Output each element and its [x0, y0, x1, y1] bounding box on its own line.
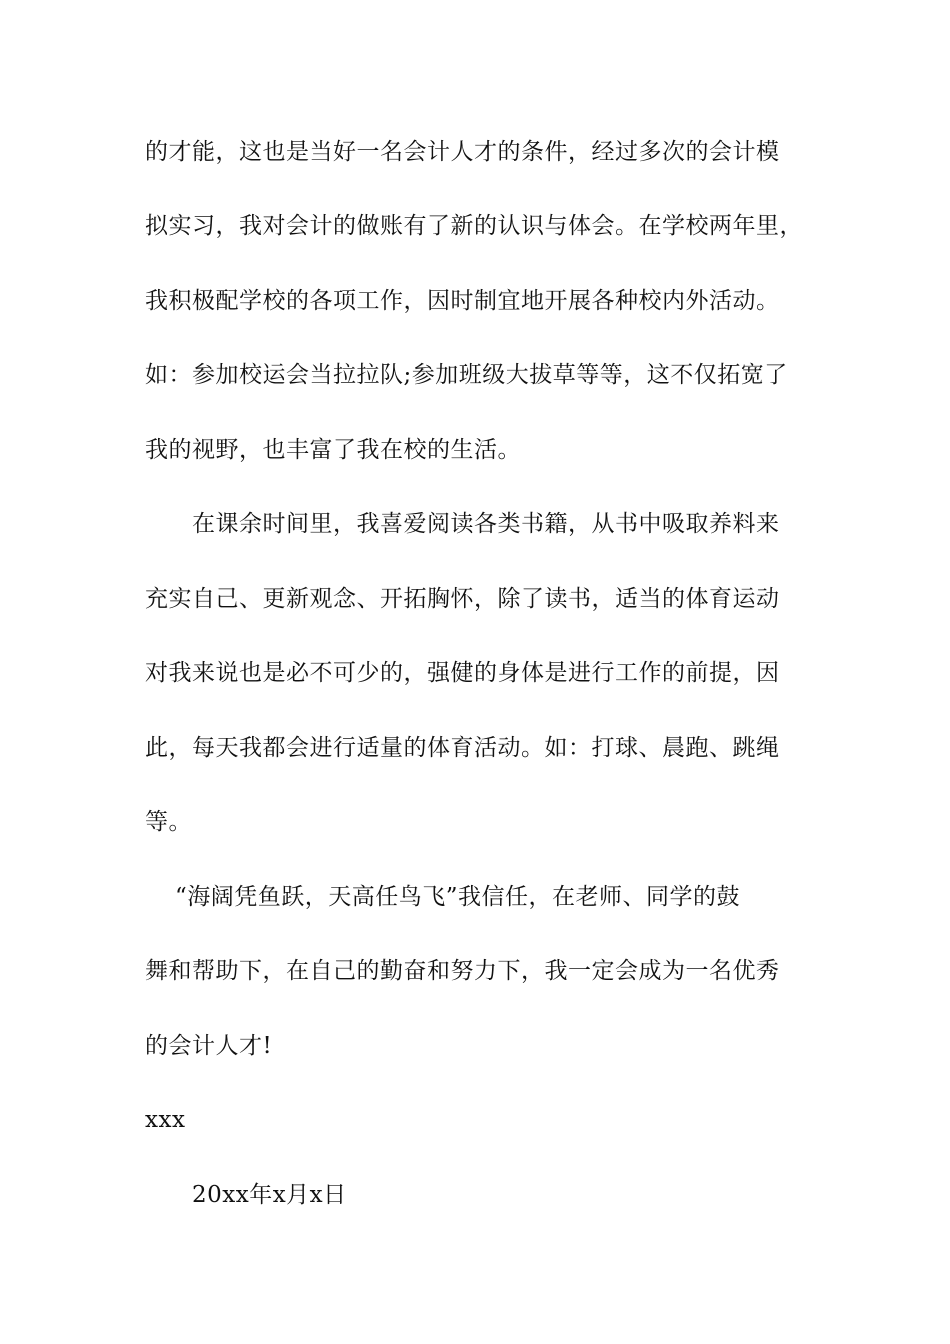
text-line: 我的视野，也丰富了我在校的生活。 — [145, 437, 521, 463]
text-line: 在课余时间里，我喜爱阅读各类书籍，从书中吸取养料来 — [192, 511, 780, 537]
text-line: 舞和帮助下，在自己的勤奋和努力下，我一定会成为一名优秀 — [145, 958, 780, 984]
text-line: 此，每天我都会进行适量的体育活动。如：打球、晨跑、跳绳 — [145, 735, 780, 761]
text-line: 拟实习，我对会计的做账有了新的认识与体会。在学校两年里， — [145, 213, 803, 239]
text-line: 如：参加校运会当拉拉队;参加班级大拔草等等，这不仅拓宽了 — [145, 362, 788, 388]
date: 20xx年x月x日 — [192, 1182, 347, 1208]
text-line: “海阔凭鱼跃，天高任鸟飞”我信任，在老师、同学的鼓 — [175, 884, 741, 910]
signature: xxx — [145, 1107, 186, 1133]
text-line: 充实自己、更新观念、开拓胸怀，除了读书，适当的体育运动 — [145, 586, 780, 612]
text-line: 的才能，这也是当好一名会计人才的条件，经过多次的会计模 — [145, 139, 780, 165]
text-line: 对我来说也是必不可少的，强健的身体是进行工作的前提，因 — [145, 660, 780, 686]
text-line: 等。 — [145, 809, 192, 835]
text-line: 的会计人才! — [145, 1033, 273, 1059]
text-line: 我积极配学校的各项工作，因时制宜地开展各种校内外活动。 — [145, 288, 780, 314]
